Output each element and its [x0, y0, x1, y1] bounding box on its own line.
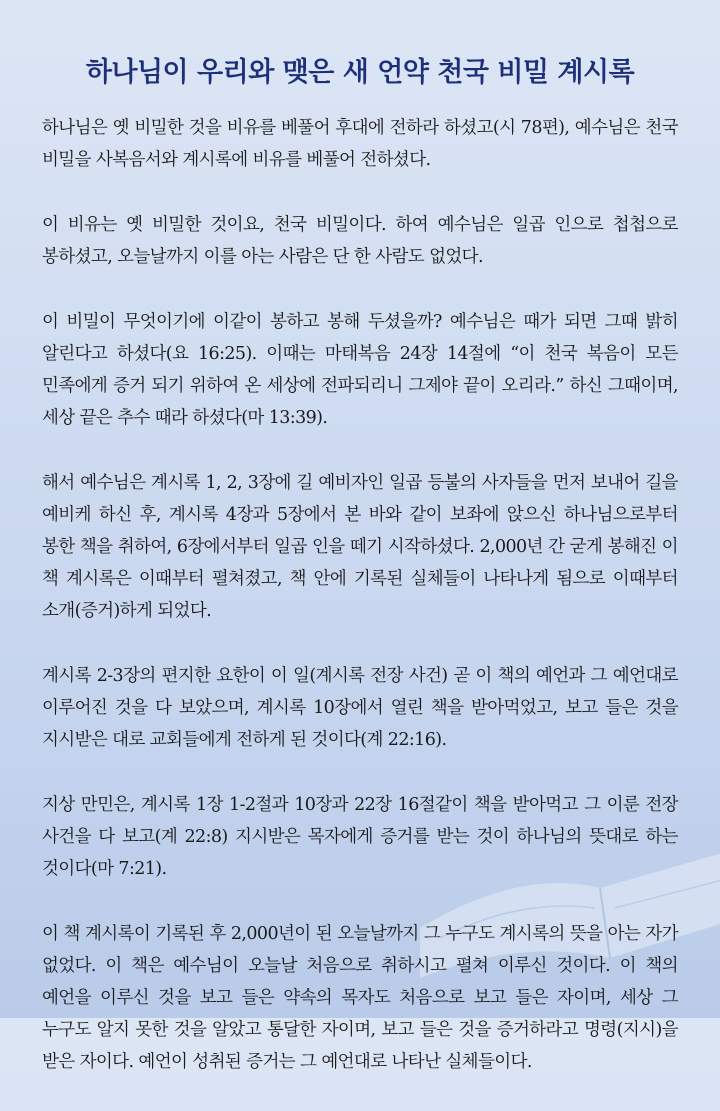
paragraph-3: 이 비밀이 무엇이기에 이같이 봉하고 봉해 두셨을까? 예수님은 때가 되면 그때 밝히 알린다고 하셨다(요 16:25). 이때는 마태복음 24장 14절에 “이 천국 복음이 모든 민족에게 증거 되기 위하여 온 세상에 전파되리니 그제야 끝이 오리라.” 하신 그때이며, 세상 끝은 추수 때라 하셨다(마 13:39). — [42, 312, 678, 428]
paragraph-7: 이 책 계시록이 기록된 후 2,000년이 된 오늘날까지 그 누구도 계시록의 뜻을 아는 자가 없었다. 이 책은 예수님이 오늘날 처음으로 취하시고 펼쳐 이루신 것이다. 이 책의 예언을 이루신 것을 보고 들은 약속의 목자도 처음으로 보고 들은 자이며, 세상 그 누구도 알지 못한 것을 알았고 통달한 자이며, 보고 들은 것을 증거하라고 명령(지시)을 받은 자이다. 예언이 성취된 증거는 그 예언대로 나타난 실체들이다. — [42, 924, 678, 1072]
paragraph-4: 해서 예수님은 계시록 1, 2, 3장에 길 예비자인 일곱 등불의 사자들을 먼저 보내어 길을 예비케 하신 후, 계시록 4장과 5장에서 본 바와 같이 보좌에 앉으신 하나님으로부터 봉한 책을 취하여, 6장에서부터 일곱 인을 떼기 시작하셨다. 2,000년 간 굳게 봉해진 이 책 계시록은 이때부터 펼쳐졌고, 책 안에 기록된 실체들이 나타나게 됨으로 이때부터 소개(증거)하게 되었다. — [42, 473, 678, 621]
page-title: 하나님이 우리와 맺은 새 언약 천국 비밀 계시록 — [85, 57, 635, 88]
body-text — [42, 112, 678, 1111]
paragraph-6: 지상 만민은, 계시록 1장 1-2절과 10장과 22장 16절같이 책을 받아먹고 그 이룬 전장 사건을 다 보고(계 22:8) 지시받은 목자에게 증거를 받는 것이 하나님의 뜻대로 하는 것이다(마 7:21). — [42, 795, 678, 879]
paragraph-2: 이 비유는 옛 비밀한 것이요, 천국 비밀이다. 하여 예수님은 일곱 인으로 첩첩으로 봉하셨고, 오늘날까지 이를 아는 사람은 단 한 사람도 없었다. — [42, 215, 678, 267]
paragraph-1: 하나님은 옛 비밀한 것을 비유를 베풀어 후대에 전하라 하셨고(시 78편), 예수님은 천국 비밀을 사복음서와 계시록에 비유를 베풀어 전하셨다. — [42, 118, 678, 170]
paragraph-5: 계시록 2-3장의 편지한 요한이 이 일(계시록 전장 사건) 곧 이 책의 예언과 그 예언대로 이루어진 것을 다 보았으며, 계시록 10장에서 열린 책을 받아먹었고, 보고 들은 것을 지시받은 대로 교회들에게 전하게 된 것이다(계 22:16). — [42, 666, 678, 750]
